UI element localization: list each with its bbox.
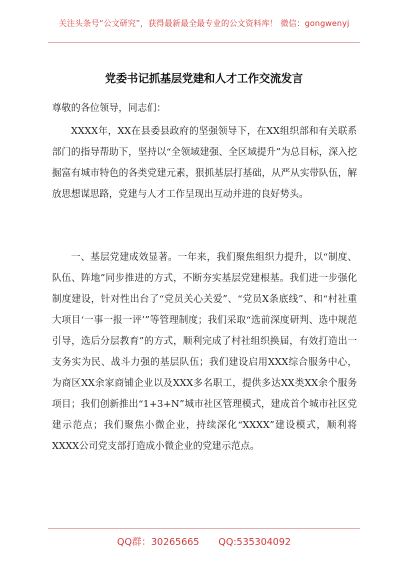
footer-qq-number: QQ:535304092 bbox=[218, 537, 291, 548]
document-title: 党委书记抓基层党建和人才工作交流发言 bbox=[105, 72, 303, 85]
footer-contact bbox=[0, 534, 408, 548]
header-banner: 关注头条号“公文研究”，获得最新最全最专业的公文资料库！ 微信：gongwenyj bbox=[58, 19, 350, 28]
paragraph-section-one: 一、基层党建成效显著。一年来，我们聚焦组织力提升，以“制度、队伍、阵地”同步推进的方式，不断夯实基层党建根基。我们进一步强化制度建设，针对性出台了“党员关心关爱”、“党员X条底线”、和“村社重大项目‘一事一报一评’”等管理制度；我们采取“选前深度研判、选中规范引导，选后分层教育”的方式，顺利完成了村社组织换届，有效打造出一支务实为民、战斗力强的基层队伍；我们建设启用XXX综合服务中心，为商区XX余家商铺企业以及XXX多名职工，提供多达XX类XX余个服务项目；我们创新推出“1+3+N”城市社区管理模式，建成首个城市社区党建示范点；我们聚焦小微企业，持续深化“XXXX”建设模式，顺利将XXXX公司党支部打造成小微企业的党建示范点。 bbox=[52, 252, 357, 452]
footer-qq-group: QQ群：30265665 bbox=[117, 537, 200, 548]
footer-divider bbox=[48, 528, 360, 529]
paragraph-intro: XXXX年，XX在县委县政府的坚强领导下，在XX组织部和有关联系部门的指导帮助下，坚持以“全领域建强、全区域提升”为总目标，深入挖掘富有城市特色的各类党建元素，狠抓基层打基础，从严从实带队伍，解放思想谋思路，党建与人才工作呈现出互动并进的良好势头。 bbox=[52, 126, 357, 200]
header-divider bbox=[48, 42, 360, 43]
salutation: 尊敬的各位领导，同志们： bbox=[52, 103, 167, 114]
